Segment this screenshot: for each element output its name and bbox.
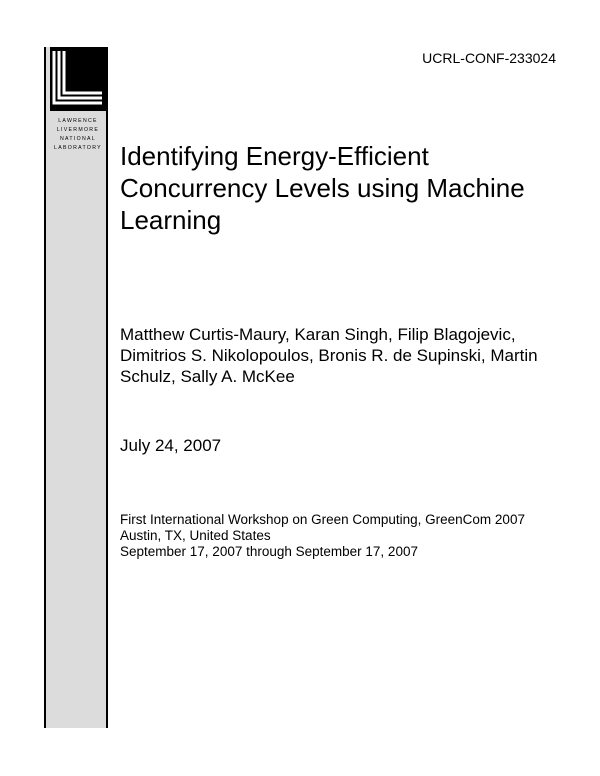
conference-dates: September 17, 2007 through September 17, 2007 <box>120 544 418 559</box>
llnl-logo-icon <box>50 47 106 111</box>
lab-name-line: NATIONAL <box>60 136 96 142</box>
document-title: Identifying Energy-Efficient Concurrency Levels using Machine Learning <box>120 141 525 235</box>
conference-location: Austin, TX, United States <box>120 528 271 543</box>
lab-name <box>49 117 107 153</box>
publication-date: July 24, 2007 <box>120 436 222 455</box>
conference-name: First International Workshop on Green Computing, GreenCom 2007 <box>120 512 525 527</box>
conference-info <box>120 512 570 560</box>
lab-name-line: LIVERMORE <box>56 127 100 133</box>
lab-name-line: LABORATORY <box>54 145 102 151</box>
report-id: UCRL-CONF-233024 <box>422 50 556 66</box>
authors: Matthew Curtis-Maury, Karan Singh, Filip Blagojevic, Dimitrios S. Nikolopoulos, Bronis R. de Supinski, Martin Schulz, Sally A. McKee <box>120 325 538 386</box>
lab-name-line: LAWRENCE <box>58 118 98 124</box>
